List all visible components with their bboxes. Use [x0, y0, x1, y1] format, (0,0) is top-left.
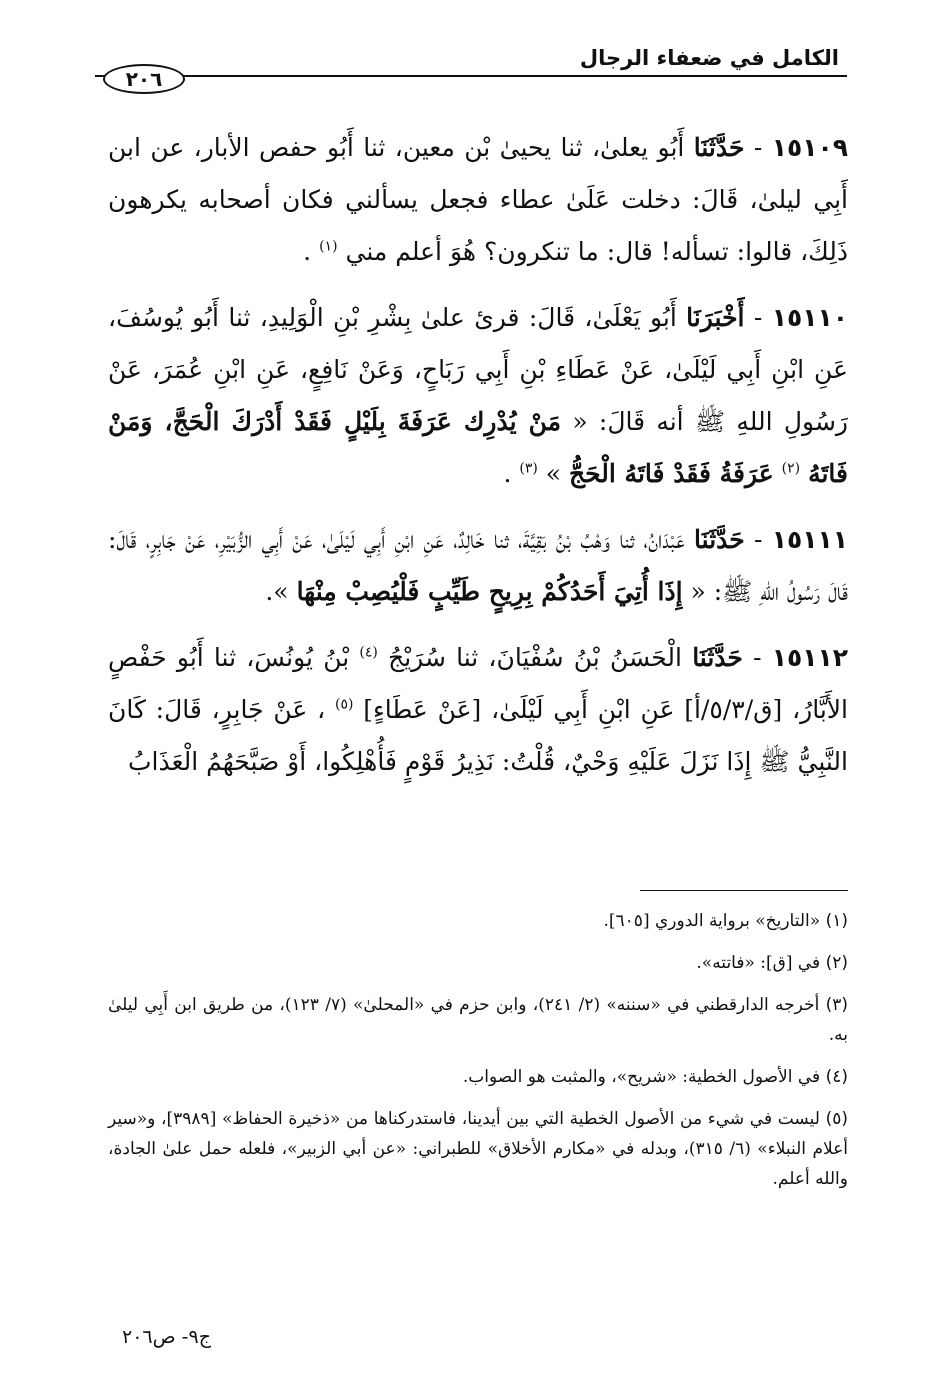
- hadith-15111: ١٥١١١ - حَدَّثَنَا عَبْدَانُ، ثنا وَهْبُ بْنُ بَقِيَّةَ، ثنا خَالِدٌ، عَنِ ابْنِ أَبِي لَيْلَىٰ، عَنْ أَبِي الزُّبَيْرِ، عَنْ جَابِرٍ، قَالَ: قَالَ رَسُولُ اللهِ ﷺ: « إِذَا أُتِيَ أَحَدُكُمْ بِرِيحٍ طَيِّبٍ فَلْيُصِبْ مِنْهَا ».: [108, 525, 849, 606]
- hadith-number: ١٥١١١: [771, 525, 849, 554]
- hadith-end: ».: [265, 577, 289, 606]
- hadith-text-continued: ، عَنْ جَابِرٍ، قَالَ: كَانَ النَّبِيُّ ﷺ إِذَا نَزَلَ عَلَيْهِ وَحْيٌ، قُلْتُ: نَذِيرُ قَوْمٍ فَأُهْلِكُوا، أَوْ صَبَّحَهُمُ الْعَذَابُ: [108, 695, 848, 776]
- footnote-number: (١): [825, 911, 848, 931]
- book-title: الكامل في ضعفاء الرجال: [579, 46, 839, 70]
- footnote-4: [108, 1062, 848, 1092]
- footnote-number: (٢): [825, 953, 848, 973]
- footnote-text: «التاريخ» برواية الدوري [٦٠٥].: [603, 911, 821, 931]
- hadith-end: .: [303, 237, 312, 266]
- page-header: [95, 38, 847, 100]
- footnote-marker[interactable]: (١): [319, 238, 338, 255]
- hadith-15110: ١٥١١٠ - أَخْبَرَنَا أَبُو يَعْلَىٰ، قَالَ: قرئ علىٰ بِشْرِ بْنِ الْوَلِيدِ، ثنا أَبُو يُوسُفَ، عَنِ ابْنِ أَبِي لَيْلَىٰ، عَنْ عَطَاءِ بْنِ أَبِي رَبَاحٍ، وَعَنْ نَافِعٍ، عَنِ ابْنِ عُمَرَ، عَنْ رَسُولِ اللهِ ﷺ أنه قَالَ: « مَنْ يُدْرِك عَرَفَةَ بِلَيْلٍ فَقَدْ أَدْرَكَ الْحَجَّ، وَمَنْ فَاتَهُ $^{(٢)}$ عَرَفَةُ فَقَدْ فَاتَهُ الْحَجُّ » $^{(٣)}$ .: [108, 303, 848, 488]
- footnote-1: [108, 906, 848, 936]
- footnote-text: ليست في شيء من الأصول الخطية التي بين أيدينا، فاستدركناها من «ذخيرة الحفاظ» [٣٩٨٩]، و«سير أعلام النبلاء» (٦/ ٣١٥)، وبدله في «مكارم الأخلاق» للطبراني: «عن أبي الزبير»، فلعله حمل علىٰ الجادة، والله أعلم.: [108, 1109, 848, 1189]
- footnote-2: [108, 948, 848, 978]
- hadith-text: أَبُو يعلىٰ، ثنا يحيىٰ بْن معين، ثنا أَبُو حفص الأبار، عن ابن أَبِي ليلىٰ، قَالَ: دخلت عَلَىٰ عطاء فجعل يسألني فكان أصحابه يكرهون ذَلِكَ، قالوا: تسأله! قال: ما تنكرون؟ هُوَ أعلم مني: [108, 133, 848, 266]
- header-rule: [179, 75, 847, 77]
- volume-page-reference: ج٩- ص٢٠٦: [122, 1326, 211, 1348]
- transmission-verb: حَدَّثَنَا: [693, 133, 745, 162]
- hadith-text: عَبْدَانُ، ثنا وَهْبُ بْنُ بَقِيَّةَ، ثنا خَالِدٌ، عَنِ ابْنِ أَبِي لَيْلَىٰ، عَنْ أَبِي الزُّبَيْرِ، عَنْ جَابِرٍ، قَالَ: قَالَ رَسُولُ اللهِ ﷺ: «: [108, 525, 848, 606]
- hadith-matn: مَنْ يُدْرِك عَرَفَةَ بِلَيْلٍ فَقَدْ أَدْرَكَ الْحَجَّ، وَمَنْ فَاتَهُ: [108, 407, 848, 488]
- hadith-number: ١٥١٠٩: [771, 133, 848, 162]
- hadith-text: الْحَسَنُ بْنُ سُفْيَانَ، ثنا سُرَيْجُ: [388, 643, 682, 672]
- footnotes: [108, 906, 848, 1206]
- quote-close: »: [545, 459, 562, 488]
- hadith-matn-continued: عَرَفَةُ فَقَدْ فَاتَهُ الْحَجُّ: [569, 459, 774, 488]
- hadith-number: ١٥١١٢: [771, 643, 849, 672]
- footnote-marker[interactable]: (٥): [334, 696, 354, 713]
- transmission-verb: حَدَّثَنَا: [692, 643, 743, 672]
- hadith-text: أَبُو يَعْلَىٰ، قَالَ: قرئ علىٰ بِشْرِ بْنِ الْوَلِيدِ، ثنا أَبُو يُوسُفَ، عَنِ ابْنِ أَبِي لَيْلَىٰ، عَنْ عَطَاءِ بْنِ أَبِي رَبَاحٍ، وَعَنْ نَافِعٍ، عَنِ ابْنِ عُمَرَ، عَنْ رَسُولِ اللهِ ﷺ أنه قَالَ: «: [108, 303, 848, 436]
- footnote-text: في [ق]: «فاتته».: [696, 953, 821, 973]
- footnote-number: (٣): [825, 995, 849, 1015]
- footnote-marker[interactable]: (٢): [781, 460, 801, 477]
- footnote-marker[interactable]: (٤): [359, 644, 378, 661]
- footnote-5: [108, 1104, 848, 1194]
- main-text: [108, 122, 848, 802]
- footnote-number: (٥): [825, 1109, 848, 1129]
- footnote-number: (٤): [825, 1067, 848, 1087]
- hadith-text-continued: بْنُ يُونُسَ، ثنا أَبُو حَفْصٍ الأَبَّارُ، [ق/٥/٣/أ] عَنِ ابْنِ أَبِي لَيْلَىٰ، [عَنْ عَطَاءٍ]: [108, 643, 848, 724]
- hadith-15112: ١٥١١٢ - حَدَّثَنَا الْحَسَنُ بْنُ سُفْيَانَ، ثنا سُرَيْجُ $^{(٤)}$ بْنُ يُونُسَ، ثنا أَبُو حَفْصٍ الأَبَّارُ، [ق/٥/٣/أ] عَنِ ابْنِ أَبِي لَيْلَىٰ، [عَنْ عَطَاءٍ] $^{(٥)}$ ، عَنْ جَابِرٍ، قَالَ: كَانَ النَّبِيُّ ﷺ إِذَا نَزَلَ عَلَيْهِ وَحْيٌ، قُلْتُ: نَذِيرُ قَوْمٍ فَأُهْلِكُوا، أَوْ صَبَّحَهُمُ الْعَذَابُ: [108, 643, 849, 776]
- hadith-15109: ١٥١٠٩ - حَدَّثَنَا أَبُو يعلىٰ، ثنا يحيىٰ بْن معين، ثنا أَبُو حفص الأبار، عن ابن أَبِي ليلىٰ، قَالَ: دخلت عَلَىٰ عطاء فجعل يسألني فكان أصحابه يكرهون ذَلِكَ، قالوا: تسأله! قال: ما تنكرون؟ هُوَ أعلم مني $^{(١)}$ .: [108, 133, 848, 266]
- footnote-divider: [640, 890, 848, 891]
- footnote-text: في الأصول الخطية: «شريح»، والمثبت هو الصواب.: [462, 1067, 821, 1087]
- footnote-text: أخرجه الدارقطني في «سننه» (٢/ ٢٤١)، وابن حزم في «المحلىٰ» (٧/ ١٢٣)، من طريق ابن أَبِي ليلىٰ به.: [108, 995, 848, 1045]
- footnote-marker[interactable]: (٣): [519, 460, 538, 477]
- footnote-3: [108, 990, 848, 1050]
- hadith-end: .: [503, 459, 512, 488]
- hadith-number: ١٥١١٠: [771, 303, 848, 332]
- transmission-verb: حَدَّثَنَا: [694, 525, 745, 554]
- page-number: ٢٠٦: [103, 64, 185, 94]
- transmission-verb: أَخْبَرَنَا: [686, 303, 745, 332]
- hadith-matn: إِذَا أُتِيَ أَحَدُكُمْ بِرِيحٍ طَيِّبٍ فَلْيُصِبْ مِنْهَا: [296, 577, 683, 606]
